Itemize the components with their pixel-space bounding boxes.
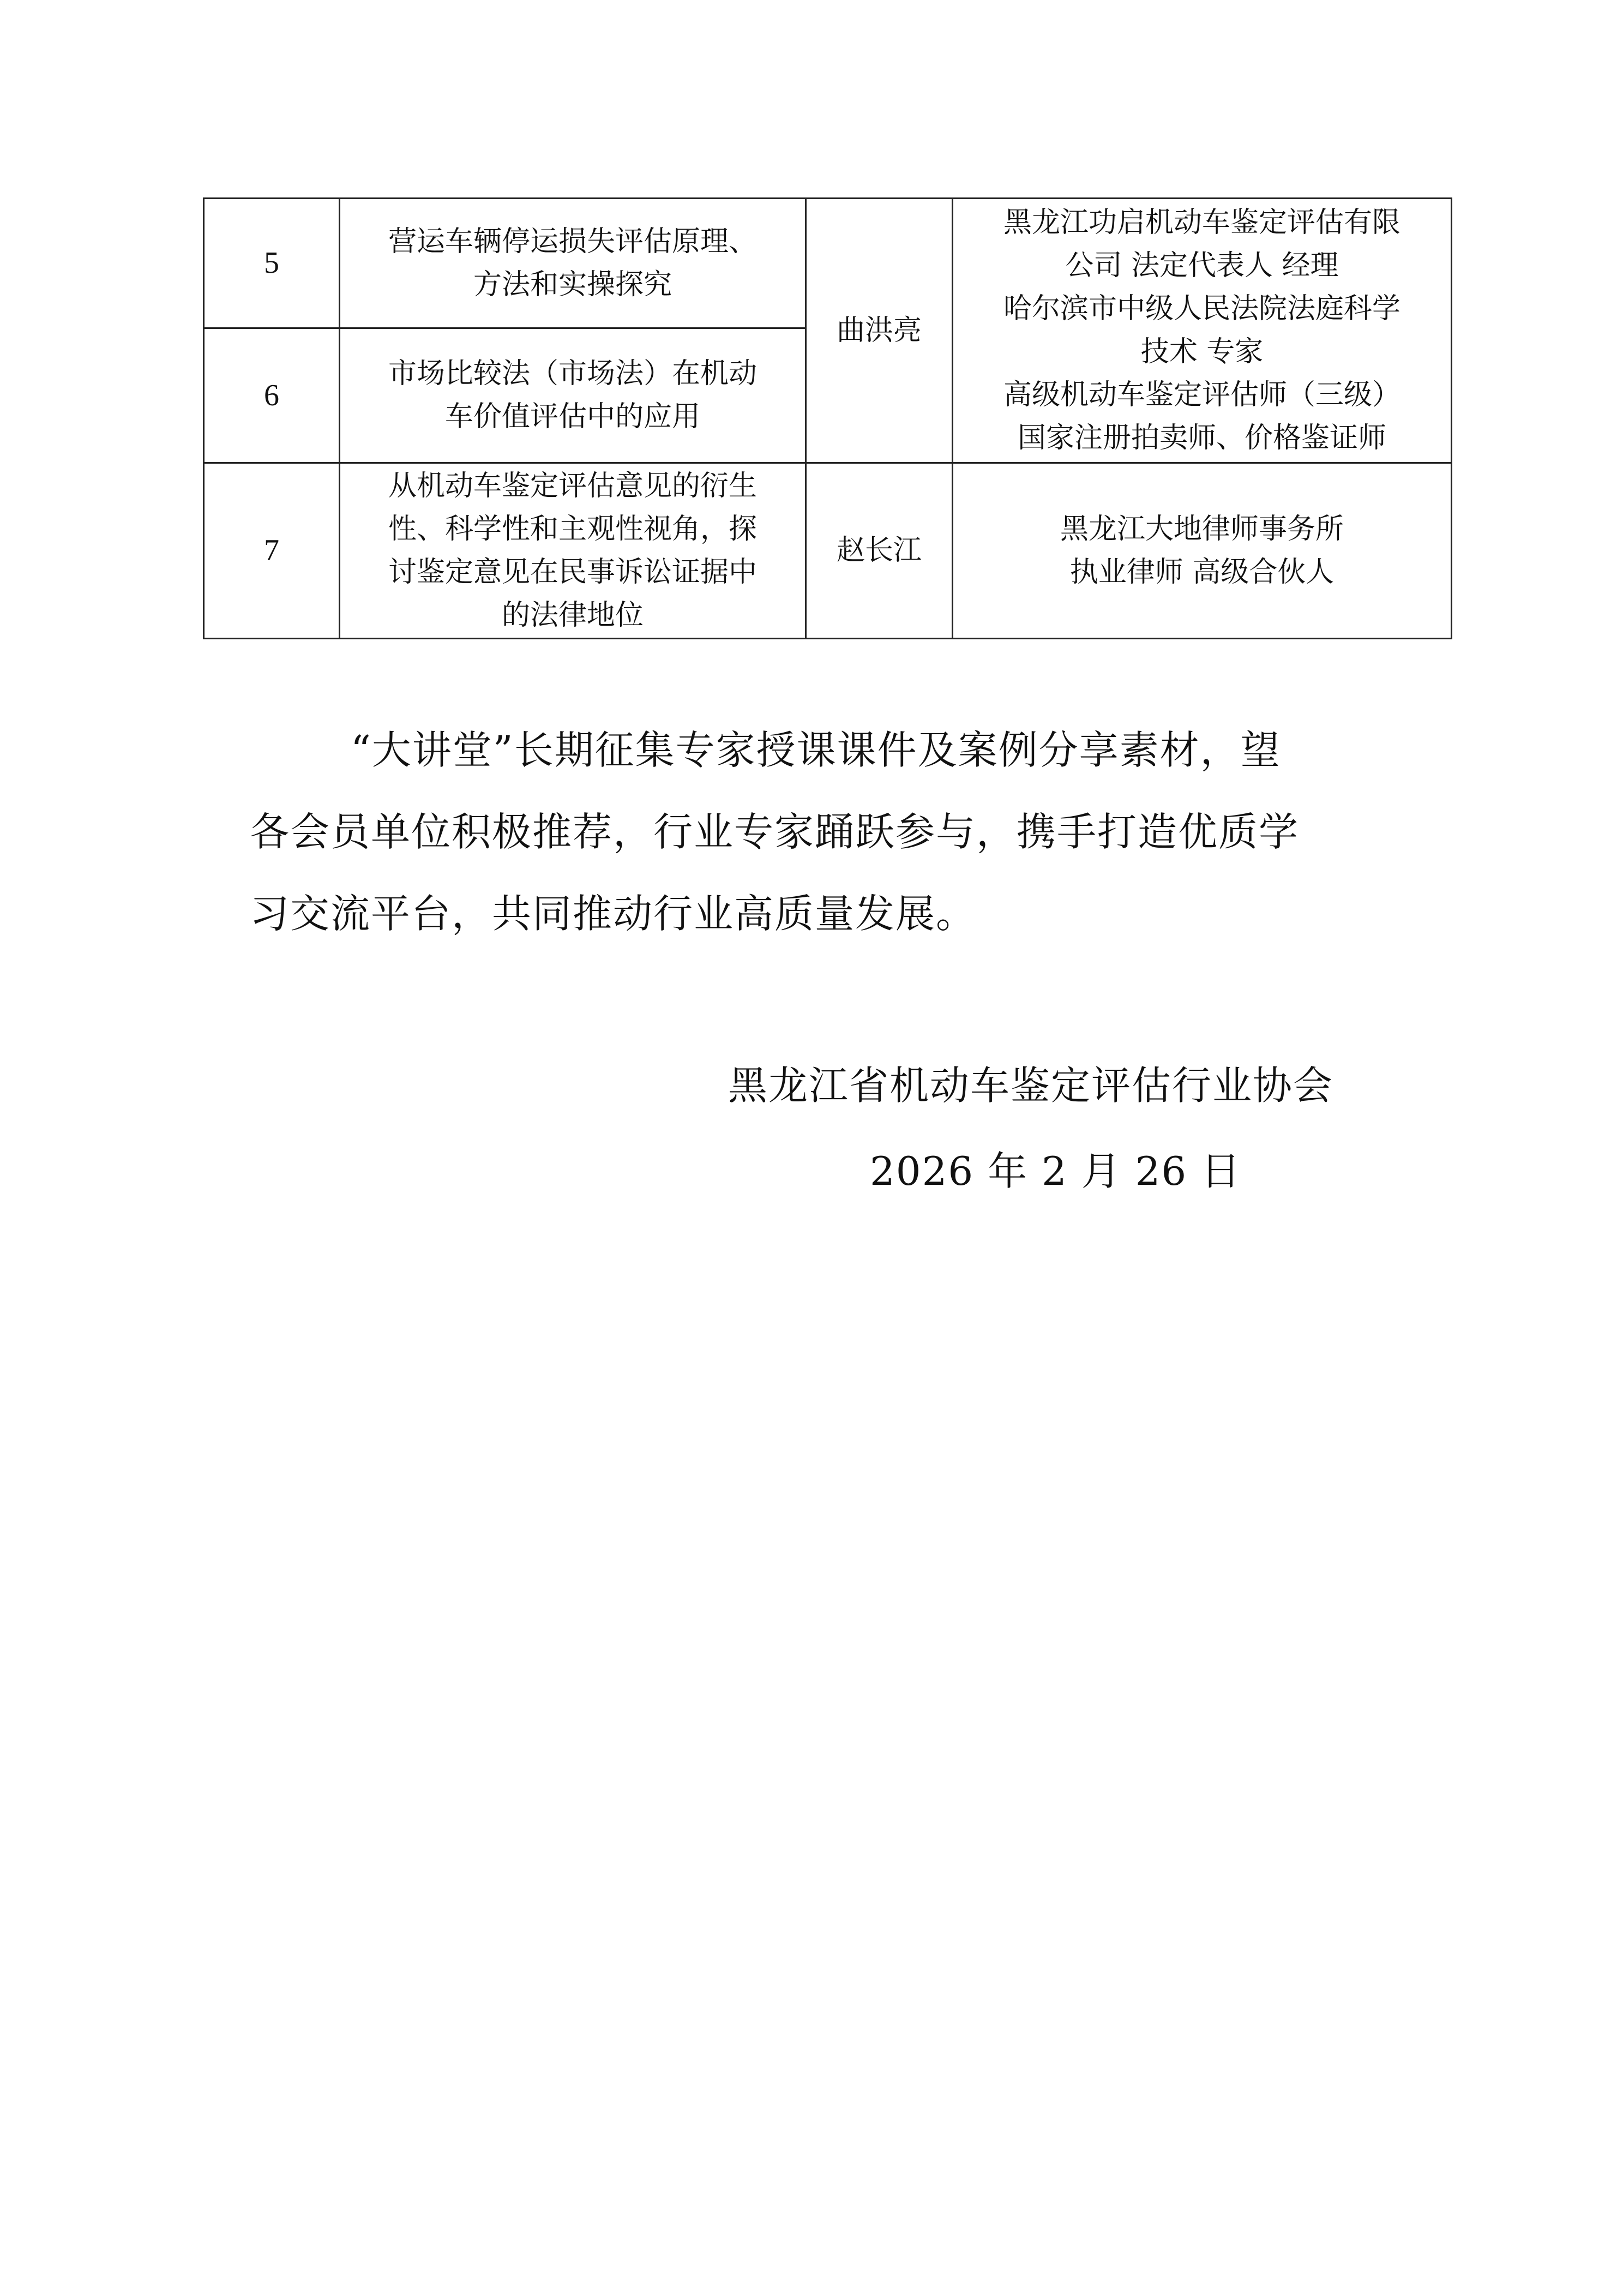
body-paragraph-line: 习交流平台，共同推动行业高质量发展。 (250, 891, 977, 937)
topic-line: 从机动车鉴定评估意见的衍生 (388, 469, 757, 502)
speaker-desc-line: 执业律师 高级合伙人 (1069, 555, 1335, 589)
row-number: 5 (204, 199, 340, 328)
speaker-description (953, 463, 1452, 639)
topic-line: 性、科学性和主观性视角，探 (388, 512, 757, 545)
speaker-desc-line: 国家注册拍卖师、价格鉴证师 (1017, 422, 1386, 454)
speaker-desc-line: 黑龙江大地律师事务所 (1060, 512, 1344, 545)
body-paragraph-line: 各会员单位积极推荐，行业专家踊跃参与，携手打造优质学 (250, 809, 1300, 855)
speaker-desc-line: 高级机动车鉴定评估师（三级） (1003, 379, 1400, 411)
speaker-desc-line: 哈尔滨市中级人民法院法庭科学 (1003, 292, 1400, 325)
topic-line: 市场比较法（市场法）在机动 (388, 357, 757, 390)
signature-organization: 黑龙江省机动车鉴定评估行业协会 (728, 1063, 1334, 1108)
speaker-desc-line: 公司 法定代表人 经理 (1065, 249, 1339, 282)
course-topic (340, 463, 806, 639)
course-topic (340, 199, 806, 328)
speaker-name: 曲洪亮 (806, 199, 953, 463)
speaker-name: 赵长江 (806, 463, 953, 639)
row-number: 6 (204, 328, 340, 463)
topic-line: 讨鉴定意见在民事诉讼证据中 (388, 555, 757, 589)
speaker-desc-line: 技术 专家 (1140, 335, 1264, 368)
topic-line: 方法和实操探究 (473, 268, 672, 301)
signature-date: 2026 年 2 月 26 日 (870, 1148, 1242, 1194)
topic-line: 的法律地位 (501, 598, 644, 632)
topic-line: 车价值评估中的应用 (444, 400, 700, 433)
row-number: 7 (204, 463, 340, 639)
course-topic (340, 328, 806, 463)
course-schedule-table (203, 197, 1452, 639)
body-paragraph-line: “大讲堂”长期征集专家授课课件及案例分享素材，望 (351, 727, 1281, 773)
speaker-description (953, 199, 1452, 463)
topic-line: 营运车辆停运损失评估原理、 (388, 225, 757, 258)
table-row (204, 199, 1452, 328)
speaker-desc-line: 黑龙江功启机动车鉴定评估有限 (1003, 206, 1400, 239)
table-row (204, 463, 1452, 639)
